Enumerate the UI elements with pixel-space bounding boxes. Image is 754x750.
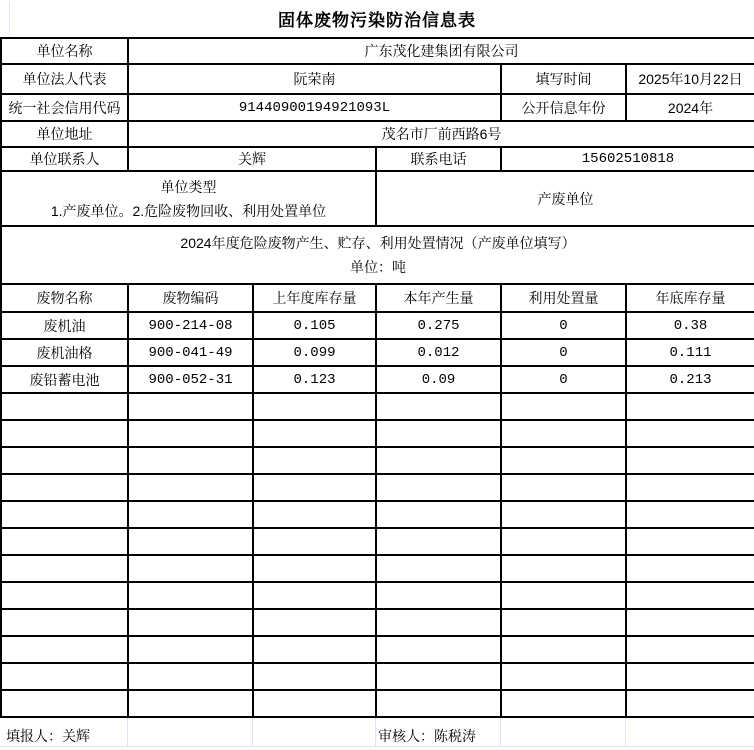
- empty-row: [1, 555, 754, 582]
- empty-cell: [376, 636, 501, 663]
- empty-cell: [253, 393, 376, 420]
- empty-cell: [501, 447, 626, 474]
- gridline-vertical: [375, 718, 376, 746]
- empty-cell: [626, 690, 754, 717]
- fill-date-label: 填写时间: [501, 64, 626, 94]
- empty-row: [1, 474, 754, 501]
- unit-name-value: 广东茂化建集团有限公司: [128, 38, 754, 64]
- waste-row: [1, 366, 754, 393]
- col-header-produced: 本年产生量: [376, 284, 501, 312]
- empty-cell: [128, 528, 253, 555]
- empty-cell: [626, 420, 754, 447]
- gridline-horizontal: [0, 746, 754, 747]
- waste-code: 900-052-31: [128, 366, 253, 393]
- empty-cell: [253, 555, 376, 582]
- prev-stock: 0.105: [253, 312, 376, 339]
- address-label: 单位地址: [1, 121, 128, 147]
- empty-cell: [626, 393, 754, 420]
- phone-label: 联系电话: [376, 147, 501, 171]
- end-stock: 0.213: [626, 366, 754, 393]
- section-title: 2024年度危险废物产生、贮存、利用处置情况（产废单位填写）: [180, 235, 576, 251]
- legal-rep-value: 阮荣南: [128, 64, 501, 94]
- empty-row: [1, 447, 754, 474]
- empty-cell: [626, 555, 754, 582]
- empty-cell: [128, 447, 253, 474]
- empty-cell: [1, 663, 128, 690]
- empty-row: [1, 528, 754, 555]
- gridline-vertical: [127, 718, 128, 746]
- credit-code-row: [1, 94, 754, 121]
- prev-stock: 0.123: [253, 366, 376, 393]
- col-header-prev-stock: 上年度库存量: [253, 284, 376, 312]
- empty-row: [1, 690, 754, 717]
- empty-cell: [626, 474, 754, 501]
- empty-cell: [128, 420, 253, 447]
- contact-row: [1, 147, 754, 171]
- empty-cell: [1, 528, 128, 555]
- empty-cell: [253, 663, 376, 690]
- empty-cell: [376, 555, 501, 582]
- public-year-label: 公开信息年份: [501, 94, 626, 121]
- empty-cell: [128, 393, 253, 420]
- empty-cell: [626, 582, 754, 609]
- empty-cell: [253, 636, 376, 663]
- empty-cell: [626, 663, 754, 690]
- empty-cell: [376, 528, 501, 555]
- empty-cell: [1, 447, 128, 474]
- gridline-vertical: [625, 718, 626, 746]
- empty-cell: [1, 393, 128, 420]
- empty-cell: [376, 393, 501, 420]
- empty-cell: [376, 501, 501, 528]
- waste-name: 废铅蓄电池: [1, 366, 128, 393]
- waste-name: 废机油格: [1, 339, 128, 366]
- empty-cell: [253, 447, 376, 474]
- empty-cell: [376, 663, 501, 690]
- empty-cell: [501, 690, 626, 717]
- empty-cell: [501, 609, 626, 636]
- empty-cell: [253, 474, 376, 501]
- waste-row: [1, 339, 754, 366]
- prev-stock: 0.099: [253, 339, 376, 366]
- waste-row: [1, 312, 754, 339]
- empty-cell: [501, 501, 626, 528]
- address-value: 茂名市厂前西路6号: [128, 121, 754, 147]
- section-title-cell: [1, 226, 754, 284]
- unit-name-label: 单位名称: [1, 38, 128, 64]
- empty-row: [1, 609, 754, 636]
- unit-name-row: [1, 38, 754, 64]
- empty-row: [1, 582, 754, 609]
- disposed: 0: [501, 312, 626, 339]
- empty-cell: [128, 501, 253, 528]
- empty-cell: [376, 447, 501, 474]
- empty-cell: [376, 690, 501, 717]
- empty-cell: [501, 528, 626, 555]
- end-stock: 0.38: [626, 312, 754, 339]
- footer-band: [0, 718, 754, 750]
- col-header-end-stock: 年底库存量: [626, 284, 754, 312]
- empty-cell: [128, 609, 253, 636]
- empty-cell: [376, 420, 501, 447]
- waste-header-row: [1, 284, 754, 312]
- fill-date-value: 2025年10月22日: [626, 64, 754, 94]
- section-unit-note: 单位：吨: [350, 259, 406, 275]
- contact-value: 关辉: [128, 147, 376, 171]
- waste-code: 900-214-08: [128, 312, 253, 339]
- empty-cell: [501, 555, 626, 582]
- gridline-vertical: [252, 718, 253, 746]
- gridline-vertical: [9, 2, 10, 35]
- unit-type-label: 单位类型: [160, 178, 217, 195]
- empty-cell: [1, 474, 128, 501]
- public-year-value: 2024年: [626, 94, 754, 121]
- empty-row: [1, 663, 754, 690]
- col-header-waste-code: 废物编码: [128, 284, 253, 312]
- empty-cell: [1, 555, 128, 582]
- empty-cell: [501, 636, 626, 663]
- credit-code-value: 91440900194921093L: [128, 94, 501, 121]
- empty-row: [1, 501, 754, 528]
- unit-type-value: 产废单位: [376, 171, 754, 226]
- produced: 0.012: [376, 339, 501, 366]
- reporter-signature: 填报人：关辉: [6, 728, 90, 744]
- credit-code-label: 统一社会信用代码: [1, 94, 128, 121]
- empty-cell: [128, 555, 253, 582]
- page-title: 固体废物污染防治信息表: [278, 11, 476, 30]
- disposed: 0: [501, 339, 626, 366]
- empty-cell: [1, 582, 128, 609]
- address-row: [1, 121, 754, 147]
- empty-cell: [253, 690, 376, 717]
- empty-row: [1, 393, 754, 420]
- produced: 0.275: [376, 312, 501, 339]
- empty-cell: [128, 582, 253, 609]
- empty-cell: [626, 609, 754, 636]
- waste-name: 废机油: [1, 312, 128, 339]
- unit-type-label-cell: [1, 171, 376, 226]
- empty-cell: [376, 474, 501, 501]
- empty-cell: [501, 582, 626, 609]
- phone-value: 15602510818: [501, 147, 754, 171]
- empty-cell: [253, 609, 376, 636]
- end-stock: 0.111: [626, 339, 754, 366]
- empty-cell: [128, 636, 253, 663]
- contact-label: 单位联系人: [1, 147, 128, 171]
- col-header-waste-name: 废物名称: [1, 284, 128, 312]
- empty-cell: [501, 474, 626, 501]
- empty-row: [1, 636, 754, 663]
- reviewer-signature: 审核人：陈税涛: [378, 728, 476, 744]
- empty-cell: [501, 663, 626, 690]
- empty-cell: [1, 690, 128, 717]
- empty-cell: [626, 636, 754, 663]
- empty-cell: [1, 420, 128, 447]
- empty-cell: [626, 501, 754, 528]
- legal-rep-label: 单位法人代表: [1, 64, 128, 94]
- empty-row: [1, 420, 754, 447]
- empty-cell: [253, 501, 376, 528]
- empty-cell: [1, 636, 128, 663]
- empty-cell: [128, 690, 253, 717]
- unit-type-row: [1, 171, 754, 226]
- info-and-waste-table: [0, 37, 754, 718]
- empty-cell: [253, 582, 376, 609]
- col-header-disposed: 利用处置量: [501, 284, 626, 312]
- title-band: [0, 0, 754, 37]
- empty-cell: [501, 393, 626, 420]
- empty-cell: [253, 420, 376, 447]
- empty-cell: [1, 501, 128, 528]
- empty-cell: [376, 609, 501, 636]
- empty-cell: [128, 474, 253, 501]
- empty-cell: [376, 582, 501, 609]
- gridline-vertical: [500, 718, 501, 746]
- empty-cell: [626, 447, 754, 474]
- unit-type-options: 1.产废单位。2.危险废物回收、利用处置单位: [50, 202, 327, 219]
- disposed: 0: [501, 366, 626, 393]
- produced: 0.09: [376, 366, 501, 393]
- empty-cell: [501, 420, 626, 447]
- waste-code: 900-041-49: [128, 339, 253, 366]
- legal-rep-row: [1, 64, 754, 94]
- empty-cell: [626, 528, 754, 555]
- empty-cell: [253, 528, 376, 555]
- section-title-row: [1, 226, 754, 284]
- empty-cell: [1, 609, 128, 636]
- empty-cell: [128, 663, 253, 690]
